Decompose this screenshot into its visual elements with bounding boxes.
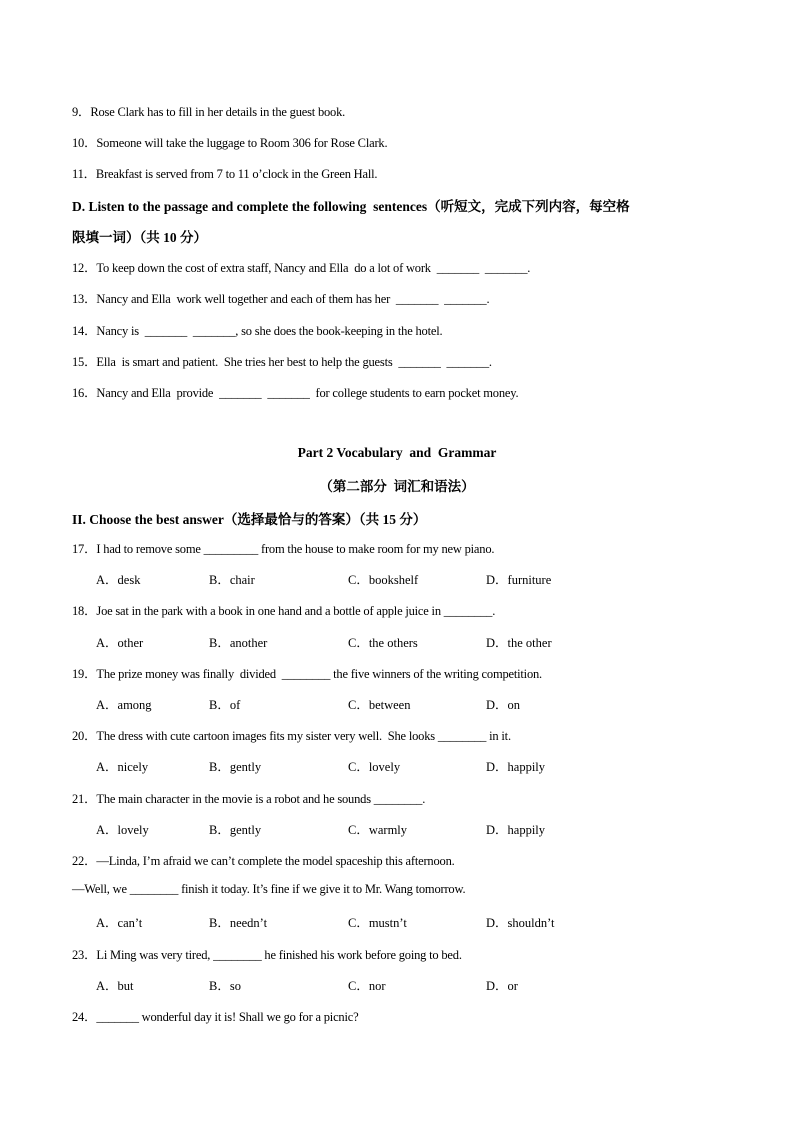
q23-option-c: C．nor [348, 979, 386, 993]
part2-title: Part 2 Vocabulary and Grammar [297, 445, 497, 460]
q18-option-c: C．the others [348, 636, 418, 650]
q21-option-b: B．gently [209, 823, 262, 837]
q21-option-a: A．lovely [96, 823, 149, 837]
q21-option-c: C．warmly [348, 823, 408, 837]
q19-option-d: D．on [486, 698, 521, 712]
q23-option-b: B．so [209, 979, 241, 993]
question-15: 15．Ella is smart and patient. She tries her best to help the guests _______ _______. [72, 355, 492, 369]
section-ii-heading: II. Choose the best answer（选择最恰与的答案）（共 15 分） [72, 512, 427, 527]
q20-option-d: D．happily [486, 760, 546, 774]
statement-9: 9．Rose Clark has to fill in her details in the guest book. [72, 105, 346, 119]
question-22-stem-cont: —Well, we ________ finish it today. It’s fine if we give it to Mr. Wang tomorrow. [72, 882, 466, 896]
section-d-heading-cont: 限填一词）（共 10 分） [72, 230, 207, 245]
statement-11: 11．Breakfast is served from 7 to 11 o’clock in the Green Hall. [72, 167, 378, 181]
q18-option-b: B．another [209, 636, 268, 650]
q17-option-c: C．bookshelf [348, 573, 419, 587]
q18-option-d: D．the other [486, 636, 552, 650]
q21-option-d: D．happily [486, 823, 546, 837]
question-21-stem: 21．The main character in the movie is a robot and he sounds ________. [72, 792, 426, 806]
q19-option-c: C．between [348, 698, 411, 712]
q22-option-a: A．can’t [96, 916, 143, 930]
q23-option-d: D．or [486, 979, 518, 993]
q18-option-a: A．other [96, 636, 144, 650]
question-19-stem: 19．The prize money was finally divided ________ the five winners of the writing competition. [72, 667, 542, 681]
q17-option-d: D．furniture [486, 573, 552, 587]
question-24-stem: 24．_______ wonderful day it is! Shall we go for a picnic? [72, 1010, 359, 1024]
q20-option-a: A．nicely [96, 760, 149, 774]
q20-option-b: B．gently [209, 760, 262, 774]
statement-10: 10．Someone will take the luggage to Room 306 for Rose Clark. [72, 136, 388, 150]
q19-option-b: B．of [209, 698, 241, 712]
question-12: 12．To keep down the cost of extra staff, Nancy and Ella do a lot of work _______ _______. [72, 261, 531, 275]
question-13: 13．Nancy and Ella work well together and each of them has her _______ _______. [72, 292, 490, 306]
question-20-stem: 20．The dress with cute cartoon images fits my sister very well. She looks ________ in it. [72, 729, 511, 743]
q22-option-b: B．needn’t [209, 916, 268, 930]
question-14: 14．Nancy is _______ _______, so she does the book-keeping in the hotel. [72, 324, 443, 338]
question-17-stem: 17．I had to remove some _________ from the house to make room for my new piano. [72, 542, 495, 556]
q23-option-a: A．but [96, 979, 134, 993]
part2-subtitle: （第二部分 词汇和语法） [319, 479, 475, 494]
q17-option-a: A．desk [96, 573, 141, 587]
question-23-stem: 23．Li Ming was very tired, ________ he finished his work before going to bed. [72, 948, 462, 962]
question-22-stem: 22．—Linda, I’m afraid we can’t complete the model spaceship this afternoon. [72, 854, 455, 868]
q20-option-c: C．lovely [348, 760, 401, 774]
q22-option-c: C．mustn’t [348, 916, 407, 930]
section-d-heading: D. Listen to the passage and complete the following sentences（听短文，完成下列内容，每空格 [72, 199, 630, 214]
q22-option-d: D．shouldn’t [486, 916, 555, 930]
question-16: 16．Nancy and Ella provide _______ _______ for college students to earn pocket money. [72, 386, 519, 400]
q19-option-a: A．among [96, 698, 152, 712]
q17-option-b: B．chair [209, 573, 255, 587]
question-18-stem: 18．Joe sat in the park with a book in one hand and a bottle of apple juice in ________. [72, 604, 496, 618]
